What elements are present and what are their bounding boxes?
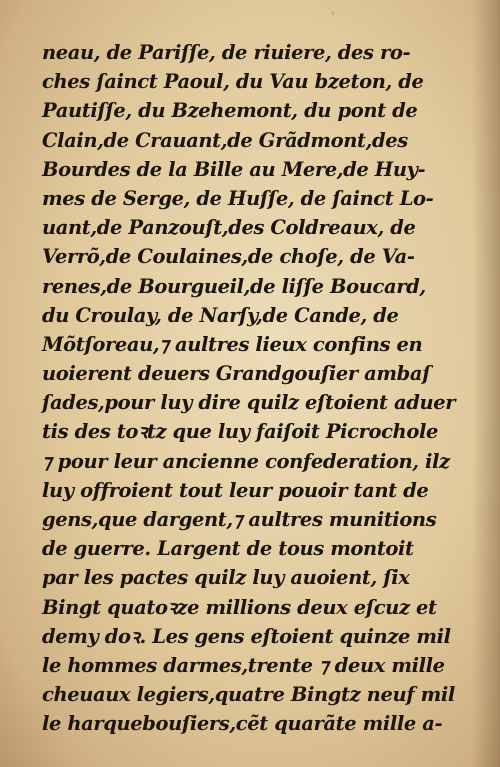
text-line-18: de guerre. Largent de tous montoit <box>42 537 414 561</box>
text-line-5: Bourdes de la Bille au Mere,de Huy- <box>42 157 426 181</box>
page-gutter-shadow <box>472 0 500 767</box>
text-line-12: uoierent deuers Grandgouſier ambaſ <box>42 362 431 386</box>
text-line-10: du Croulay, de Narſy,de Cande, de <box>42 303 399 327</box>
text-line-1: neau, de Pariſſe, de riuiere, des ro- <box>42 41 411 64</box>
text-line-4: Clain,de Crauant,de Grãdmont,des <box>42 128 408 152</box>
text-line-6: mes de Serge, de Huſſe, de ſainct Lo- <box>42 186 434 210</box>
text-line-7: uant,de Panzouſt,des Coldreaux, de <box>42 216 416 240</box>
text-line-21: demy doꝛ. Les gens eſtoient quinze mil <box>42 624 451 648</box>
text-line-15: ⁊ pour leur ancienne confederation, ilz <box>42 449 450 473</box>
page-ornament-mark: ◦ <box>330 9 336 20</box>
text-line-24: le harquebouſiers,cẽt quarãte mille a- <box>42 712 443 736</box>
text-line-13: ſades,pour luy dire quilz eſtoient aduer <box>42 391 456 415</box>
text-line-8: Verrõ,de Coulaines,de choſe, de Va- <box>42 245 415 269</box>
text-line-14: tis des toꝛtz que luy faiſoit Picrochole <box>42 420 438 444</box>
text-line-22: le hommes darmes,trente ⁊ deux mille <box>42 653 445 677</box>
text-line-19: par les pactes quilz luy auoient, ſix <box>42 566 410 590</box>
text-line-9: renes,de Bourgueil,de liſſe Boucard, <box>42 274 426 298</box>
text-line-20: Bingt quatoꝛze millions deux eſcuz et <box>42 595 437 619</box>
text-line-3: Pautiſſe, du Bzehemont, du pont de <box>42 99 418 123</box>
text-line-16: luy offroient tout leur pouoir tant de <box>42 478 429 502</box>
text-line-2: ches ſainct Paoul, du Vau bzeton, de <box>42 70 424 94</box>
text-line-17: gens,que dargent,⁊ aultres munitions <box>42 508 437 531</box>
text-block <box>42 38 470 739</box>
text-line-11: Mõtſoreau,⁊ aultres lieux confins en <box>42 332 423 356</box>
text-line-23: cheuaux legiers,quatre Bingtz neuf mil <box>42 683 455 707</box>
